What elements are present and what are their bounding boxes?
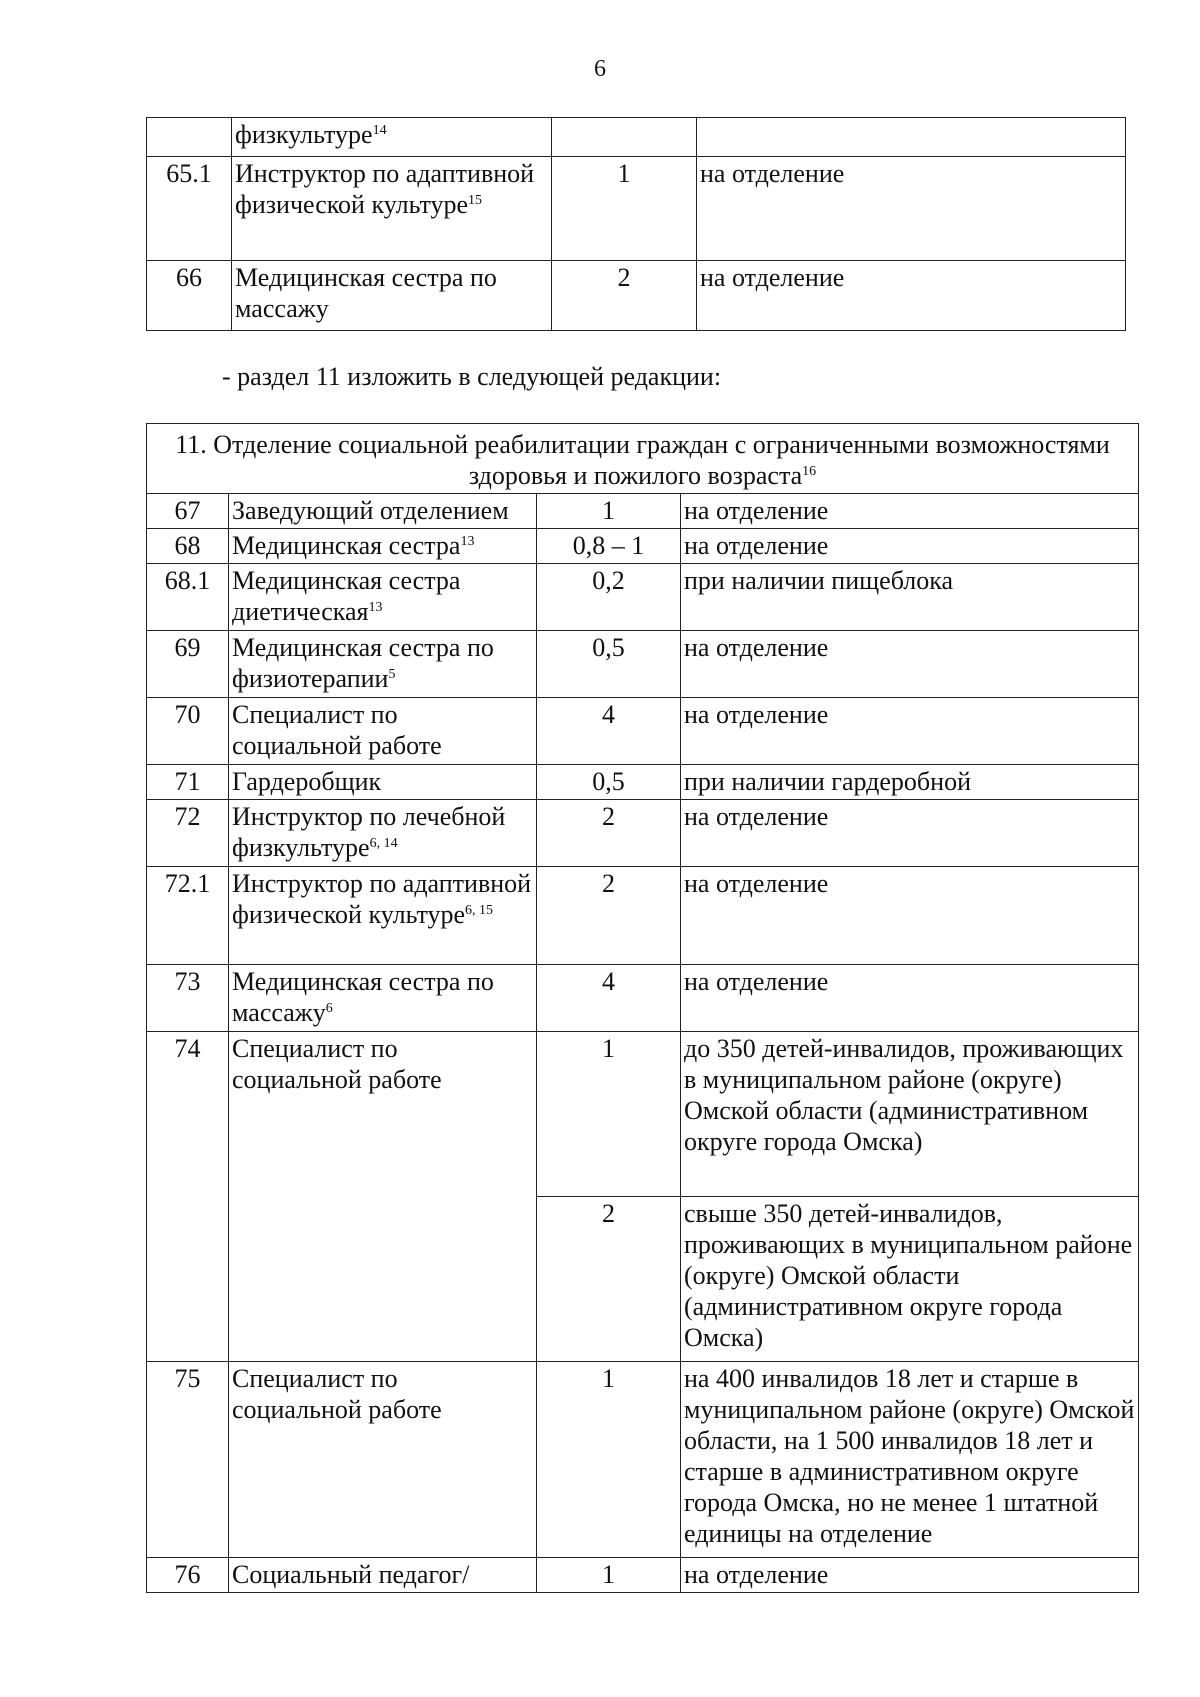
- row-number: 66: [147, 261, 232, 331]
- row-number: 70: [147, 698, 229, 765]
- footnote-ref: 16: [802, 464, 817, 479]
- row-number: 76: [147, 1558, 229, 1593]
- staff-count: 0,2: [537, 564, 681, 631]
- staff-note: при наличии гардеробной: [681, 765, 1139, 800]
- staff-count: [552, 118, 697, 157]
- staff-count: 1: [537, 1362, 681, 1558]
- staff-note: на отделение: [681, 867, 1139, 965]
- staff-count: 2: [552, 261, 697, 331]
- table-row: [147, 867, 1139, 965]
- staff-count: 2: [537, 1197, 681, 1362]
- position-title: Инструктор по адаптивной физической культуре$^{15}$: [232, 157, 552, 261]
- table-row: [147, 631, 1139, 698]
- staff-note: на отделение: [681, 698, 1139, 765]
- staff-note: на отделение: [681, 1558, 1139, 1593]
- position-title: Заведующий отделением: [229, 494, 537, 529]
- row-number: [147, 118, 232, 157]
- staff-note: на отделение: [697, 261, 1126, 331]
- section-instruction: - раздел 11 изложить в следующей редакции:: [222, 362, 722, 391]
- footnote-ref: 6, 14: [369, 836, 398, 851]
- row-number: 72.1: [147, 867, 229, 965]
- row-number: 69: [147, 631, 229, 698]
- position-title: Специалист по социальной работе: [229, 1032, 537, 1362]
- position-title: Гардеробщик: [229, 765, 537, 800]
- staff-note: свыше 350 детей-инвалидов, проживающих в муниципальном районе (округе) Омской области (административном округе города Омска): [681, 1197, 1139, 1362]
- staff-note: [697, 118, 1126, 157]
- section-heading: 11. Отделение социальной реабилитации граждан с ограниченными возможностями здоровья и пожилого возраста$^{16}$: [147, 424, 1139, 494]
- position-title: Специалист по социальной работе: [229, 1362, 537, 1558]
- footnote-ref: 13: [460, 534, 475, 549]
- staff-note: на отделение: [681, 631, 1139, 698]
- row-number: 73: [147, 965, 229, 1032]
- staffing-table-section-11: [146, 423, 1139, 1593]
- table-row: [147, 765, 1139, 800]
- staff-note: на отделение: [681, 494, 1139, 529]
- table-row: [147, 494, 1139, 529]
- staff-note: на отделение: [681, 800, 1139, 867]
- page-number: 6: [594, 56, 606, 82]
- staff-note: на 400 инвалидов 18 лет и старше в муниципальном районе (округе) Омской области, на 1 500 инвалидов 18 лет и старше в административном округе города Омска, но не менее 1 штатной единицы на отделение: [681, 1362, 1139, 1558]
- table-row: [147, 1032, 1139, 1197]
- staff-count: 2: [537, 800, 681, 867]
- row-number: 74: [147, 1032, 229, 1362]
- footnote-ref: 14: [372, 123, 387, 138]
- staff-note: на отделение: [681, 965, 1139, 1032]
- row-number: 65.1: [147, 157, 232, 261]
- staff-count: 1: [537, 494, 681, 529]
- staff-note: при наличии пищеблока: [681, 564, 1139, 631]
- table-row: [147, 157, 1126, 261]
- table-row: [147, 118, 1126, 157]
- footnote-ref: 15: [468, 193, 482, 208]
- staff-count: 0,8 – 1: [537, 529, 681, 564]
- position-title: Медицинская сестра диетическая$^{13}$: [229, 564, 537, 631]
- staff-count: 4: [537, 698, 681, 765]
- staff-count: 4: [537, 965, 681, 1032]
- staff-count: 1: [552, 157, 697, 261]
- staff-note: на отделение: [697, 157, 1126, 261]
- position-title: Медицинская сестра по массажу$^6$: [229, 965, 537, 1032]
- position-title: физкультуре$^{14}$: [232, 118, 552, 157]
- footnote-ref: 5: [388, 667, 396, 682]
- table-row: [147, 800, 1139, 867]
- position-title: Медицинская сестра$^{13}$: [229, 529, 537, 564]
- section-heading-row: [147, 424, 1139, 494]
- staff-count: 1: [537, 1032, 681, 1197]
- table-row: [147, 261, 1126, 331]
- staff-count: 2: [537, 867, 681, 965]
- table-row: [147, 1362, 1139, 1558]
- staff-note: до 350 детей-инвалидов, проживающих в муниципальном районе (округе) Омской области (административном округе города Омска): [681, 1032, 1139, 1197]
- position-title: Инструктор по адаптивной физической культуре$^{6, 15}$: [229, 867, 537, 965]
- row-number: 71: [147, 765, 229, 800]
- row-number: 67: [147, 494, 229, 529]
- row-number: 68: [147, 529, 229, 564]
- position-title: Инструктор по лечебной физкультуре$^{6, 14}$: [229, 800, 537, 867]
- staffing-table-continuation: [146, 117, 1126, 331]
- row-number: 68.1: [147, 564, 229, 631]
- position-title: Социальный педагог/: [229, 1558, 537, 1593]
- staff-count: 0,5: [537, 631, 681, 698]
- table-row: [147, 1558, 1139, 1593]
- row-number: 75: [147, 1362, 229, 1558]
- table-row: [147, 698, 1139, 765]
- footnote-ref: 13: [368, 600, 383, 615]
- footnote-ref: 6, 15: [465, 903, 493, 918]
- table-row: [147, 965, 1139, 1032]
- footnote-ref: 6: [325, 1001, 333, 1016]
- staff-count: 1: [537, 1558, 681, 1593]
- table-row: [147, 564, 1139, 631]
- position-title: Специалист по социальной работе: [229, 698, 537, 765]
- position-title: Медицинская сестра по физиотерапии$^5$: [229, 631, 537, 698]
- staff-count: 0,5: [537, 765, 681, 800]
- table-row: [147, 529, 1139, 564]
- position-title: Медицинская сестра по массажу: [232, 261, 552, 331]
- row-number: 72: [147, 800, 229, 867]
- staff-note: на отделение: [681, 529, 1139, 564]
